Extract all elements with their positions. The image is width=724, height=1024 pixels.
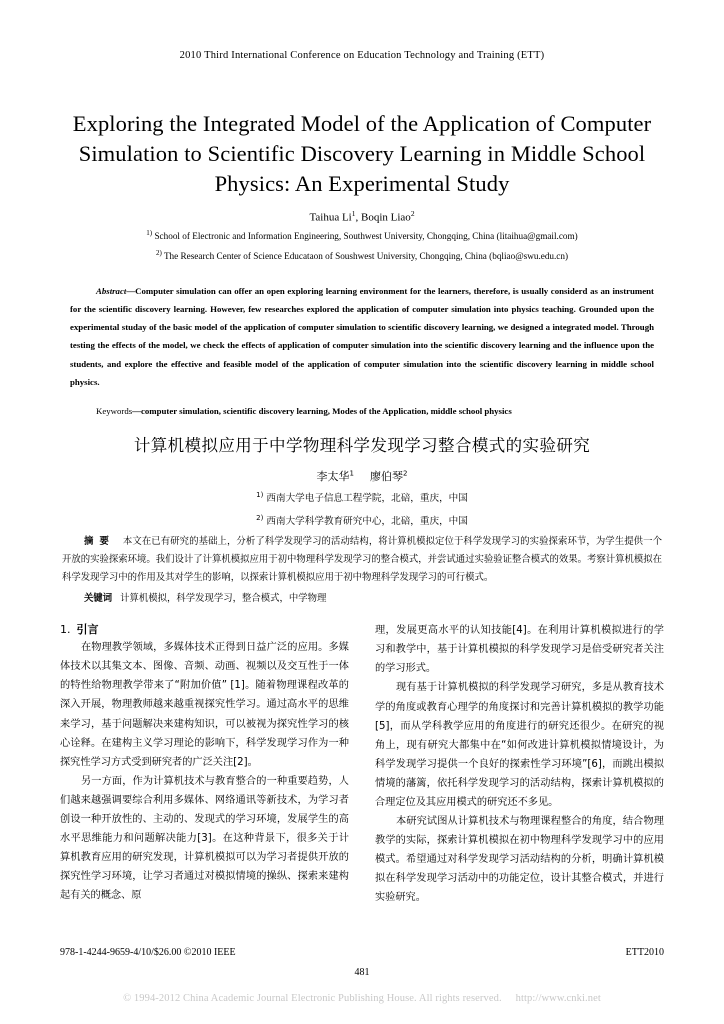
body-paragraph: 本研究试图从计算机技术与物理课程整合的角度，结合物理教学的实际，探索计算机模拟在初中物理科学发现学习中的应用模式。希望通过对科学发现学习活动结构的分析，明确计算机模拟在科学发现学习活动中的功能定位，设计其整合模式，并进行实验研究。	[375, 816, 664, 904]
abstract-label: Abstract	[96, 285, 127, 296]
affiliation-1	[60, 226, 664, 244]
isbn-text: 978-1-4244-9659-4/10/$26.00 ©2010 IEEE	[60, 947, 236, 958]
chinese-keywords-label: 关键词	[84, 593, 113, 605]
chinese-affiliation-marker-2: 2)	[256, 514, 264, 523]
abstract-dash: —	[126, 285, 136, 296]
body-paragraph: 另一方面，作为计算机技术与教育整合的一种重要趋势，人们越来越强调要综合利用多媒体、网络通讯等新技术，为学习者创设一种开放性的、主动的、发现式的学习环境，发展学生的高水平思维能力和问题解决能力[3]。在这种背景下，很多关于计算机教育应用的研究发现，计算机模拟可以为学习者提供开放的探究性学习环境，让学习者通过对模拟情境的操纵、探索来建构起有关的概念、原	[60, 775, 349, 902]
body-columns	[60, 621, 664, 907]
author-separator: ,	[355, 211, 361, 224]
author-name-2: Boqin Liao	[361, 211, 411, 224]
author-sup-1: 1	[351, 209, 356, 218]
chinese-author-sup-1: 1	[349, 469, 354, 478]
keywords-dash: —	[132, 406, 141, 416]
body-paragraph: 现有基于计算机模拟的科学发现学习研究，多是从教育技术学的角度或教育心理学的角度探讨和完善计算机模拟的教学功能[5]，而从学科教学应用的角度进行的研究还很少。在研究的视角上，现有研究大都集中在“如何改进计算机模拟情境设计，为科学发现学习提供一个良好的探索性学习环境”[6]，而跳出模拟情境的藩篱，依托科学发现学习的活动结构，探索计算机模拟的合理定位及其应用模式的研究还不多见。	[375, 682, 664, 808]
cnki-copyright-text: © 1994-2012 China Academic Journal Electronic Publishing House. All rights reserved.	[123, 993, 502, 1004]
author-list	[60, 209, 664, 224]
page-title: Exploring the Integrated Model of the Application of Computer Simulation to Scientific Discovery Learning in Middle School Physics: An Experimental Study	[72, 111, 652, 196]
affiliation-text-2: The Research Center of Science Educataon of Soushwest University, Chongqing, China (bqliao@swu.edu.cn)	[163, 250, 569, 261]
chinese-title: 计算机模拟应用于中学物理科学发现学习整合模式的实验研究	[133, 436, 591, 455]
left-column	[60, 621, 349, 907]
conference-code: ETT2010	[625, 947, 664, 958]
chinese-keywords-text: 计算机模拟，科学发现学习，整合模式，中学物理	[120, 593, 327, 605]
chinese-affiliation-1	[60, 487, 664, 507]
chinese-author-2: 廖伯琴	[370, 470, 403, 483]
chinese-affiliation-marker-1: 1)	[256, 491, 264, 499]
section-title-1: 引言	[76, 623, 99, 637]
chinese-keywords-paragraph	[62, 590, 662, 607]
cnki-url: http://www.cnki.net	[515, 993, 601, 1004]
conference-header: 2010 Third International Conference on Education Technology and Training (ETT)	[179, 50, 545, 61]
chinese-abstract-paragraph	[62, 533, 662, 586]
keywords-label: Keywords	[96, 406, 133, 416]
chinese-author-1: 李太华	[316, 470, 350, 483]
right-column	[375, 621, 664, 907]
chinese-affiliation-2	[60, 510, 664, 530]
affiliation-text-1: School of Electronic and Information Engineering, Southwest University, Chongqing, China (litaihua@gmail.com)	[154, 230, 578, 241]
author-name-1: Taihua Li	[309, 211, 352, 224]
chinese-affiliation-text-1: 西南大学电子信息工程学院，北碚，重庆，中国	[266, 493, 468, 505]
page-footer	[60, 947, 664, 958]
chinese-abstract-text: 本文在已有研究的基础上，分析了科学发现学习的活动结构，将计算机模拟定位于科学发现学习的实验探索环节，为学生提供一个开放的实验探索环境。我们设计了计算机模拟应用于初中物理科学发现学习的整合模式，并尝试通过实验验证整合模式的效果。考察计算机模拟在科学发现学习中的作用及其对学生的影响，以探索计算机模拟应用于初中物理科学发现学习的可行模式。	[62, 536, 663, 583]
chinese-affiliation-text-2: 西南大学科学教育研究中心，北碚，重庆，中国	[266, 516, 468, 528]
affiliation-marker-2: 2)	[155, 248, 162, 257]
chinese-abstract-label: 摘要	[84, 536, 115, 548]
abstract-text: Computer simulation can offer an open exploring learning environment for the learners, therefore, is usually considerd as an instrument for the scientific discovery learning. However, few researches explored the application of computer simulation into physics teaching. Grounded upon the experimental studay of the basic model of the application of computer simulation to scientific discovery learning, we designed a integrated model. Through testing the effects of the model, we check the effects of application of computer simulation into the scientific discovery learning and the influence upon the students, and explore the effective and feasible model of the application of computer simulation into the scientific discovery learning in middle school physics.	[70, 285, 654, 387]
abstract-paragraph	[70, 282, 654, 391]
page-number: 481	[354, 967, 370, 978]
body-paragraph: 理，发展更高水平的认知技能[4]。在利用计算机模拟进行的学习和教学中，基于计算机模拟的科学发现学习是倍受研究者关注的学习形式。	[375, 625, 664, 675]
section-heading-1	[60, 621, 349, 637]
cnki-copyright-bar	[0, 993, 724, 1004]
author-sup-2: 2	[410, 209, 415, 218]
chinese-author-sup-2: 2	[403, 469, 408, 478]
affiliation-2	[60, 246, 664, 264]
keywords-paragraph	[70, 402, 654, 420]
keywords-text: computer simulation, scientific discovery learning, Modes of the Application, middle school physics	[140, 406, 512, 416]
chinese-author-list	[60, 468, 664, 484]
affiliation-marker-1: 1)	[146, 228, 153, 237]
section-number-1: 1.	[60, 623, 71, 637]
body-paragraph: 在物理教学领域，多媒体技术正得到日益广泛的应用。多媒体技术以其集文本、图像、音频、动画、视频以及交互性于一体的特性给物理教学带来了“附加价值” [1]。随着物理课程改革的深入开展，物理教师越来越重视探究性学习。通过高水平的思维来学习，基于问题解决来建构知识，可以被视为探究性学习的核心诠释。在建构主义学习理论的影响下，科学发现学习作为一种探究性学习方式受到研究者的广泛关注[2]。	[60, 642, 349, 768]
